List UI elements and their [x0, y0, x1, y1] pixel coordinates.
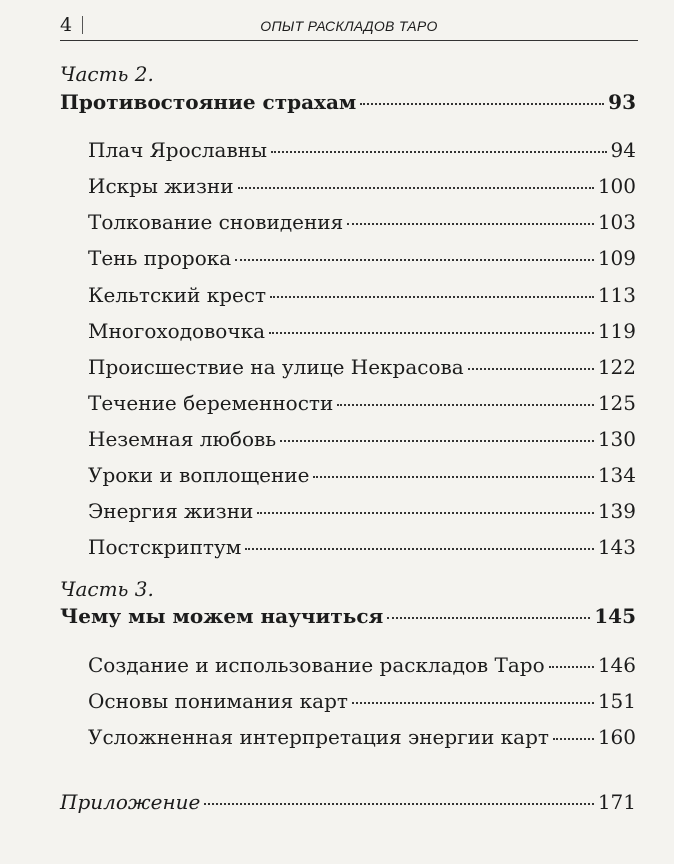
toc-entry-title: Основы понимания карт [88, 689, 348, 713]
toc-entry-page: 160 [597, 725, 636, 749]
toc-entry-title: Создание и использование раскладов Таро [88, 653, 545, 677]
toc-entry-title: Противостояние страхам [60, 90, 357, 114]
toc-entry[interactable] [88, 499, 636, 523]
toc-entry-page: 119 [597, 319, 636, 343]
dot-leader [360, 103, 604, 105]
dot-leader [271, 151, 607, 153]
toc-entry-title: Приложение [60, 790, 201, 814]
toc-entry-page: 145 [594, 604, 636, 628]
running-title: ОПЫТ РАСКЛАДОВ ТАРО [260, 18, 438, 34]
toc-entry-title: Плач Ярославны [88, 138, 267, 162]
toc-entry-title: Толкование сновидения [88, 210, 344, 234]
toc-entry-title: Неземная любовь [88, 427, 277, 451]
toc-entry-page: 151 [597, 689, 636, 713]
dot-leader [347, 223, 594, 225]
dot-leader [257, 512, 593, 514]
dot-leader [204, 803, 593, 805]
toc-entry-page: 125 [597, 391, 636, 415]
dot-leader [270, 296, 594, 298]
toc-entry-page: 171 [597, 790, 636, 814]
dot-leader [269, 332, 594, 334]
toc-entry-title: Уроки и воплощение [88, 463, 310, 487]
toc-entry-page: 103 [597, 210, 636, 234]
toc-entry-part-3[interactable] [60, 604, 636, 628]
toc-entry-title: Многоходовочка [88, 319, 265, 343]
toc-entry-title: Искры жизни [88, 174, 234, 198]
toc-entry[interactable] [88, 174, 636, 198]
toc-entry[interactable] [88, 138, 636, 162]
dot-leader [549, 666, 594, 668]
dot-leader [553, 738, 594, 740]
toc-entry[interactable] [88, 355, 636, 379]
page-header [60, 10, 638, 41]
part-3-label: Часть 3. [60, 577, 154, 601]
toc-entry-page: 93 [608, 90, 636, 114]
toc-entry[interactable] [88, 725, 636, 749]
toc-entry-title: Усложненная интерпретация энергии карт [88, 725, 549, 749]
dot-leader [387, 617, 590, 619]
toc-entry-page: 143 [597, 535, 636, 559]
toc-entry-title: Тень пророка [88, 246, 232, 270]
dot-leader [352, 702, 594, 704]
dot-leader [238, 187, 594, 189]
toc-entry[interactable] [88, 427, 636, 451]
toc-entry-page: 134 [597, 463, 636, 487]
toc-entry[interactable] [88, 535, 636, 559]
toc-entry-page: 109 [597, 246, 636, 270]
toc-entry[interactable] [88, 246, 636, 270]
toc-entry-title: Чему мы можем научиться [60, 604, 384, 628]
toc-entry[interactable] [88, 319, 636, 343]
toc-entry-page: 130 [597, 427, 636, 451]
dot-leader [235, 259, 594, 261]
toc-entry-title: Происшествие на улице Некрасова [88, 355, 464, 379]
toc-entry[interactable] [88, 391, 636, 415]
toc-entry-title: Течение беременности [88, 391, 334, 415]
toc-entry-appendix[interactable] [60, 790, 636, 814]
toc-entry-title: Кельтский крест [88, 283, 267, 307]
page-number: 4 [60, 14, 73, 36]
toc-entry[interactable] [88, 283, 636, 307]
dot-leader [245, 548, 594, 550]
toc-entry-page: 122 [597, 355, 636, 379]
toc-entry-page: 146 [597, 653, 636, 677]
toc-entry-page: 100 [597, 174, 636, 198]
toc-entry[interactable] [88, 463, 636, 487]
toc-entry-page: 113 [597, 283, 636, 307]
dot-leader [337, 404, 594, 406]
part-2-label: Часть 2. [60, 62, 154, 86]
toc-entry-page: 94 [610, 138, 636, 162]
dot-leader [468, 368, 594, 370]
toc-entry[interactable] [88, 210, 636, 234]
toc-entry-part-2[interactable] [60, 90, 636, 114]
toc-entry[interactable] [88, 653, 636, 677]
dot-leader [313, 476, 593, 478]
toc-entry-title: Энергия жизни [88, 499, 254, 523]
toc-entry[interactable] [88, 689, 636, 713]
toc-entry-title: Постскриптум [88, 535, 242, 559]
toc-entry-page: 139 [597, 499, 636, 523]
dot-leader [280, 440, 594, 442]
